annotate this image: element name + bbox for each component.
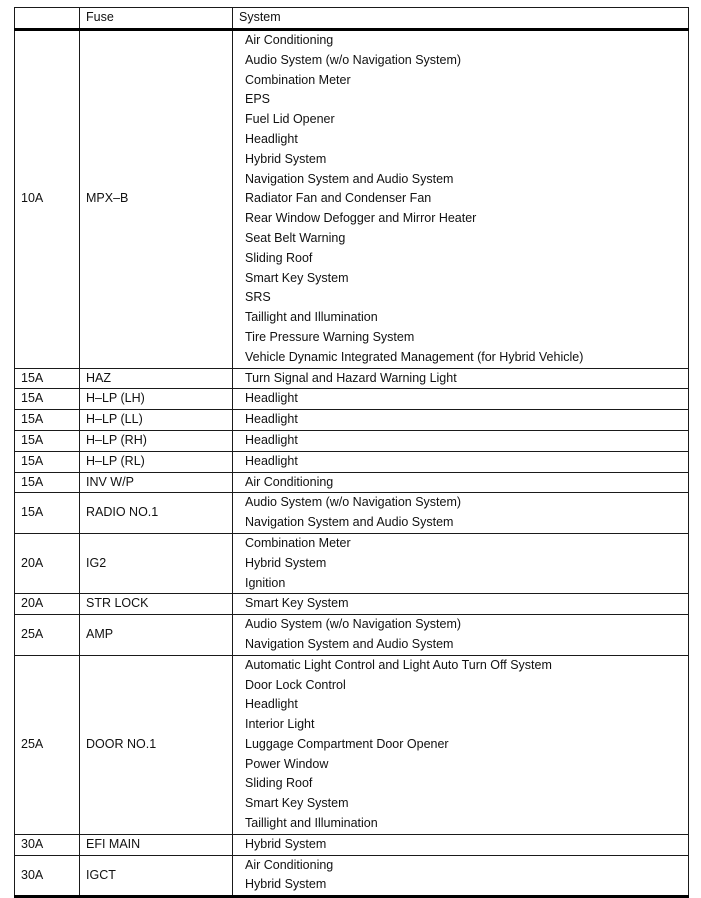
system-line: Headlight (245, 131, 298, 146)
fuse-table-header (15, 8, 689, 30)
system-line: Audio System (w/o Navigation System) (245, 495, 462, 510)
fuse-cell: MPX–B (80, 30, 233, 369)
system-line: Fuel Lid Opener (245, 112, 335, 127)
amp-cell: 20A (15, 533, 80, 593)
header-fuse: Fuse (80, 8, 233, 30)
table-row (15, 655, 689, 834)
fuse-cell: H–LP (LH) (80, 389, 233, 410)
system-line: EPS (245, 92, 271, 107)
fuse-cell: AMP (80, 615, 233, 656)
fuse-cell: H–LP (RL) (80, 451, 233, 472)
system-cell (233, 655, 689, 834)
table-row (15, 615, 689, 656)
system-line: Combination Meter (245, 72, 351, 87)
system-line: Power Window (245, 756, 329, 771)
system-line: Air Conditioning (245, 33, 334, 47)
system-line: Air Conditioning (245, 857, 334, 872)
system-line: Seat Belt Warning (245, 230, 346, 245)
table-row (15, 533, 689, 593)
header-row (15, 8, 689, 30)
fuse-cell: IG2 (80, 533, 233, 593)
system-line: Luggage Compartment Door Opener (245, 736, 449, 751)
system-line: Taillight and Illumination (245, 816, 378, 831)
fuse-cell: H–LP (LL) (80, 410, 233, 431)
system-line: Hybrid System (245, 877, 327, 892)
system-line: Automatic Light Control and Light Auto Turn Off System (245, 657, 552, 672)
system-line: Interior Light (245, 717, 315, 732)
system-cell (233, 855, 689, 897)
table-row (15, 834, 689, 855)
fuse-cell: RADIO NO.1 (80, 493, 233, 534)
fuse-cell: H–LP (RH) (80, 430, 233, 451)
system-line: Navigation System and Audio System (245, 515, 454, 530)
system-line: Taillight and Illumination (245, 310, 378, 325)
system-cell (233, 615, 689, 656)
system-line: Rear Window Defogger and Mirror Heater (245, 211, 477, 226)
system-cell (233, 430, 689, 451)
system-cell (233, 368, 689, 389)
header-amp (15, 8, 80, 30)
system-line: Sliding Roof (245, 776, 313, 791)
fuse-table (14, 7, 689, 898)
table-row (15, 451, 689, 472)
amp-cell: 20A (15, 594, 80, 615)
table-row (15, 855, 689, 897)
table-row (15, 30, 689, 369)
system-line: Headlight (245, 412, 298, 427)
system-line: Navigation System and Audio System (245, 636, 454, 651)
amp-cell: 25A (15, 615, 80, 656)
manual-page (14, 7, 689, 898)
table-row (15, 410, 689, 431)
system-line: Door Lock Control (245, 677, 346, 692)
system-line: Hybrid System (245, 151, 327, 166)
system-line: Navigation System and Audio System (245, 171, 454, 186)
amp-cell: 30A (15, 834, 80, 855)
system-line: Turn Signal and Hazard Warning Light (245, 370, 457, 385)
system-cell (233, 594, 689, 615)
table-row (15, 594, 689, 615)
system-line: Audio System (w/o Navigation System) (245, 52, 462, 67)
table-row (15, 389, 689, 410)
system-line: Air Conditioning (245, 474, 334, 489)
table-row (15, 430, 689, 451)
system-line: Audio System (w/o Navigation System) (245, 617, 462, 632)
amp-cell: 10A (15, 30, 80, 369)
system-line: Smart Key System (245, 596, 349, 611)
system-line: Tire Pressure Warning System (245, 329, 415, 344)
fuse-cell: IGCT (80, 855, 233, 897)
table-row (15, 368, 689, 389)
header-system: System (233, 8, 689, 30)
system-line: Ignition (245, 575, 286, 590)
amp-cell: 15A (15, 430, 80, 451)
amp-cell: 15A (15, 493, 80, 534)
system-line: Hybrid System (245, 836, 327, 851)
system-cell (233, 410, 689, 431)
fuse-table-body (15, 30, 689, 897)
amp-cell: 15A (15, 368, 80, 389)
system-line: Sliding Roof (245, 250, 313, 265)
table-row (15, 472, 689, 493)
fuse-cell: EFI MAIN (80, 834, 233, 855)
system-cell (233, 451, 689, 472)
system-cell (233, 834, 689, 855)
system-line: Smart Key System (245, 270, 349, 285)
amp-cell: 15A (15, 451, 80, 472)
system-line: Smart Key System (245, 796, 349, 811)
fuse-cell: DOOR NO.1 (80, 655, 233, 834)
system-line: Combination Meter (245, 535, 351, 550)
system-cell (233, 493, 689, 534)
fuse-cell: HAZ (80, 368, 233, 389)
system-line: Vehicle Dynamic Integrated Management (for Hybrid Vehicle) (245, 349, 584, 364)
amp-cell: 25A (15, 655, 80, 834)
table-row (15, 493, 689, 534)
system-line: SRS (245, 290, 271, 305)
system-line: Headlight (245, 697, 298, 712)
system-line: Hybrid System (245, 555, 327, 570)
system-cell (233, 533, 689, 593)
amp-cell: 15A (15, 410, 80, 431)
amp-cell: 15A (15, 472, 80, 493)
system-cell (233, 472, 689, 493)
amp-cell: 15A (15, 389, 80, 410)
system-line: Headlight (245, 391, 298, 406)
system-cell (233, 389, 689, 410)
fuse-cell: STR LOCK (80, 594, 233, 615)
system-cell (233, 30, 689, 369)
fuse-cell: INV W/P (80, 472, 233, 493)
system-line: Headlight (245, 432, 298, 447)
system-line: Radiator Fan and Condenser Fan (245, 191, 432, 206)
amp-cell: 30A (15, 855, 80, 897)
system-line: Headlight (245, 453, 298, 468)
